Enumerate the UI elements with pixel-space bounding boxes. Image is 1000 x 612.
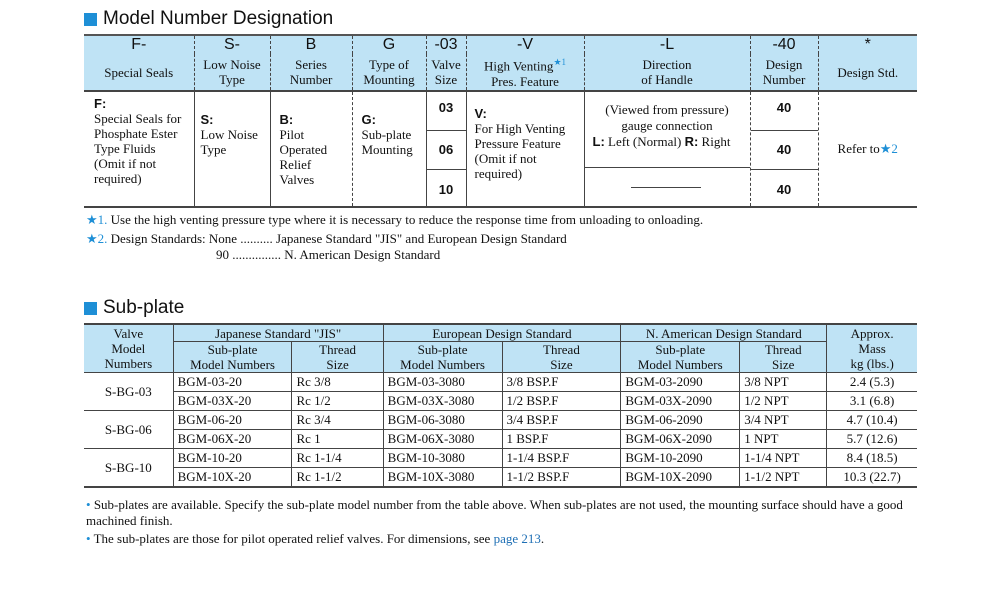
eu-thread-cell: 1-1/4 BSP.F <box>502 449 621 468</box>
header-jis: Japanese Standard "JIS" <box>173 324 383 342</box>
jis-thread-cell: Rc 1-1/4 <box>292 449 383 468</box>
direction-dash <box>585 168 750 206</box>
eu-thread-cell: 1 BSP.F <box>502 430 621 449</box>
cell-venting: V: For High Venting Pressure Feature (Omit if not required) <box>466 91 584 207</box>
subplate-header-row-2 <box>84 342 917 373</box>
body-row <box>84 91 917 207</box>
jis-model-cell: BGM-06X-20 <box>173 430 292 449</box>
header-jis-thread: Thread Size <box>292 342 383 373</box>
header-venting: High Venting$^{★1}$ Pres. Feature <box>466 54 584 91</box>
eu-model-cell: BGM-03-3080 <box>383 373 502 392</box>
header-low-noise: Low Noise Type <box>194 54 270 91</box>
code-row <box>84 35 917 54</box>
code-star: * <box>818 35 917 54</box>
section-title-subplate <box>84 297 184 319</box>
direction-view-1: (Viewed from pressure) <box>605 102 729 117</box>
subplate-table <box>84 323 917 488</box>
code-f: F- <box>84 35 194 54</box>
code-40: -40 <box>750 35 818 54</box>
na-thread-cell: 1/2 NPT <box>740 392 827 411</box>
na-thread-cell: 3/4 NPT <box>740 411 827 430</box>
header-mass: Approx. Mass kg (lbs.) <box>827 324 917 373</box>
code-s: S- <box>194 35 270 54</box>
na-model-cell: BGM-06-2090 <box>621 411 740 430</box>
section-title-model-number <box>84 8 333 30</box>
mass-cell: 3.1 (6.8) <box>827 392 917 411</box>
header-design-number: Design Number <box>750 54 818 91</box>
eu-thread-cell: 3/4 BSP.F <box>502 411 621 430</box>
header-valve-size: Valve Size <box>426 54 466 91</box>
section-square-icon <box>84 13 97 26</box>
na-thread-cell: 1-1/2 NPT <box>740 468 827 488</box>
eu-model-cell: BGM-03X-3080 <box>383 392 502 411</box>
code-size: -03 <box>426 35 466 54</box>
cell-special-seals: F: Special Seals for Phosphate Ester Type Fluids (Omit if not required) <box>94 96 182 186</box>
section-title-text: Sub-plate <box>103 297 185 318</box>
code-b: B <box>270 35 352 54</box>
jis-thread-cell: Rc 1-1/2 <box>292 468 383 488</box>
jis-model-cell: BGM-10-20 <box>173 449 292 468</box>
cell-series: B: Pilot Operated Relief Valves <box>270 91 352 207</box>
header-eu-sub: Sub-plate Model Numbers <box>383 342 502 373</box>
section-square-icon <box>84 302 97 315</box>
size-03: 03 <box>427 92 466 131</box>
jis-thread-cell: Rc 1/2 <box>292 392 383 411</box>
eu-model-cell: BGM-10X-3080 <box>383 468 502 488</box>
section-title-text: Model Number Designation <box>103 8 334 29</box>
na-model-cell: BGM-10X-2090 <box>621 468 740 488</box>
mass-cell: 4.7 (10.4) <box>827 411 917 430</box>
table-row <box>84 430 917 449</box>
cell-low-noise: S: Low Noise Type <box>194 91 270 207</box>
jis-thread-cell: Rc 1 <box>292 430 383 449</box>
cell-design-std: Refer to★2 <box>818 91 917 207</box>
table-row <box>84 392 917 411</box>
header-na-sub: Sub-plate Model Numbers <box>621 342 740 373</box>
mass-cell: 2.4 (5.3) <box>827 373 917 392</box>
na-thread-cell: 3/8 NPT <box>740 373 827 392</box>
subplate-note-1: • Sub-plates are available. Specify the sub-plate model number from the table above. When sub-plates are not used, the mounting surface should have a good machined finish. <box>86 497 903 528</box>
size-10: 10 <box>438 182 454 197</box>
header-na-thread: Thread Size <box>740 342 827 373</box>
header-na: N. American Design Standard <box>621 324 827 342</box>
eu-thread-cell: 3/8 BSP.F <box>502 373 621 392</box>
cell-valve-sizes <box>426 91 466 207</box>
note-2: ★2. Design Standards: None .......... Japanese Standard "JIS" and European Design Standard <box>86 231 567 246</box>
header-mounting: Type of Mounting <box>352 54 426 91</box>
header-row <box>84 54 917 91</box>
table-row <box>84 411 917 430</box>
header-jis-sub: Sub-plate Model Numbers <box>173 342 292 373</box>
na-model-cell: BGM-10-2090 <box>621 449 740 468</box>
cell-design-number: 40 40 40 <box>750 91 818 207</box>
code-l: -L <box>584 35 750 54</box>
code-v: -V <box>466 35 584 54</box>
size-06: 06 <box>427 131 466 170</box>
na-thread-cell: 1-1/4 NPT <box>740 449 827 468</box>
valve-model-cell: S-BG-10 <box>84 449 173 488</box>
na-thread-cell: 1 NPT <box>740 430 827 449</box>
table-row <box>84 373 917 392</box>
na-model-cell: BGM-03X-2090 <box>621 392 740 411</box>
valve-model-cell: S-BG-03 <box>84 373 173 411</box>
header-eu: European Design Standard <box>383 324 621 342</box>
model-number-table <box>84 34 917 208</box>
page-link[interactable]: page 213 <box>493 531 541 546</box>
jis-model-cell: BGM-06-20 <box>173 411 292 430</box>
subplate-header-row-1 <box>84 324 917 342</box>
jis-model-cell: BGM-03X-20 <box>173 392 292 411</box>
valve-model-cell: S-BG-06 <box>84 411 173 449</box>
mass-cell: 10.3 (22.7) <box>827 468 917 488</box>
jis-thread-cell: Rc 3/4 <box>292 411 383 430</box>
cell-direction: (Viewed from pressure) gauge connection L: Left (Normal) R: Right <box>584 91 750 207</box>
eu-thread-cell: 1/2 BSP.F <box>502 392 621 411</box>
header-eu-thread: Thread Size <box>502 342 621 373</box>
jis-model-cell: BGM-10X-20 <box>173 468 292 488</box>
header-special-seals: Special Seals <box>84 54 194 91</box>
na-model-cell: BGM-06X-2090 <box>621 430 740 449</box>
header-series: Series Number <box>270 54 352 91</box>
note-2-line-2: 90 ............... N. American Design Standard <box>216 247 441 262</box>
table-row <box>84 468 917 488</box>
jis-model-cell: BGM-03-20 <box>173 373 292 392</box>
mass-cell: 5.7 (12.6) <box>827 430 917 449</box>
cell-mounting: G: Sub-plate Mounting <box>352 91 426 207</box>
eu-model-cell: BGM-06X-3080 <box>383 430 502 449</box>
code-g: G <box>352 35 426 54</box>
jis-thread-cell: Rc 3/8 <box>292 373 383 392</box>
eu-thread-cell: 1-1/2 BSP.F <box>502 468 621 488</box>
header-valve-model: Valve Model Numbers <box>84 324 173 373</box>
note-1: ★1. Use the high venting pressure type where it is necessary to reduce the response time from unloading to onloading. <box>86 212 704 227</box>
subplate-note-2: • The sub-plates are those for pilot operated relief valves. For dimensions, see page 213. <box>86 531 545 546</box>
eu-model-cell: BGM-06-3080 <box>383 411 502 430</box>
mass-cell: 8.4 (18.5) <box>827 449 917 468</box>
na-model-cell: BGM-03-2090 <box>621 373 740 392</box>
eu-model-cell: BGM-10-3080 <box>383 449 502 468</box>
table-row <box>84 449 917 468</box>
header-direction: Direction of Handle <box>584 54 750 91</box>
header-design-std: Design Std. <box>818 54 917 91</box>
